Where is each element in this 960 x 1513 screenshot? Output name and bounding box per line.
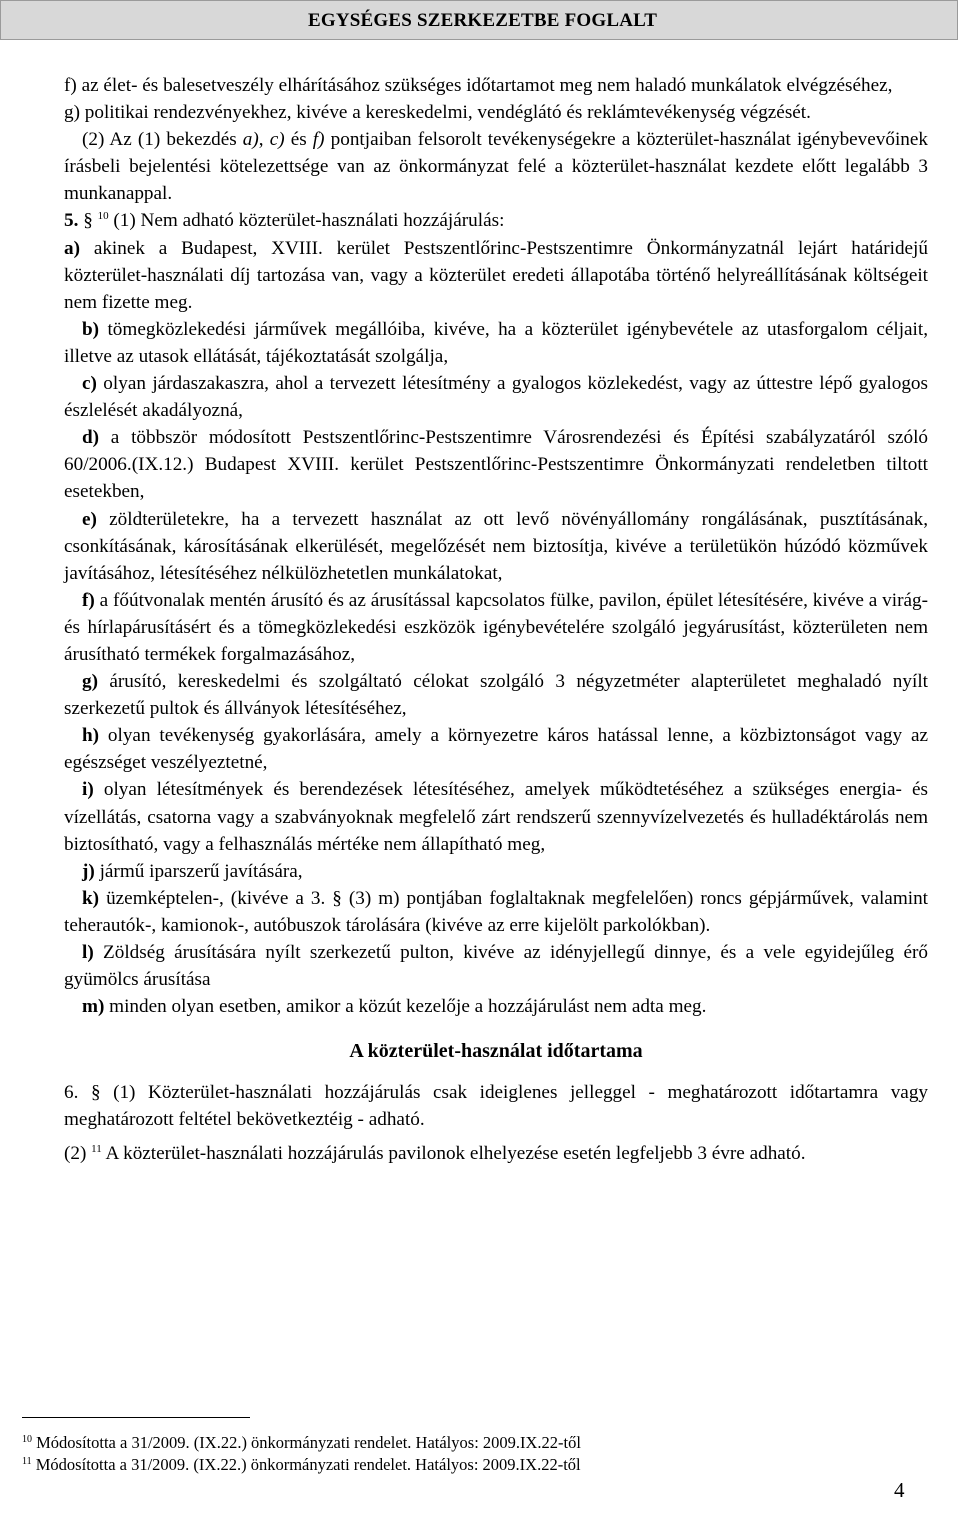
item-label: h) xyxy=(82,725,100,747)
item-label: k) xyxy=(82,887,100,909)
section-5-item xyxy=(64,993,928,1020)
item-text: árusító, kereskedelmi és szolgáltató célokat szolgáló 3 négyzetméter alapterületet meghaladó nyílt szerkezetű pultok és állványok létesítéséhez, xyxy=(64,671,928,720)
item-label: g) xyxy=(82,671,98,693)
item-label: i) xyxy=(82,779,94,801)
ref-c: c) xyxy=(269,129,285,151)
ref-a: a) xyxy=(242,129,259,151)
section-heading: A közterület-használat időtartama xyxy=(349,1040,643,1063)
section-5-item xyxy=(64,370,928,424)
footnote-divider xyxy=(22,1417,250,1418)
ref-sep: , xyxy=(258,129,270,151)
item-text: zöldterületekre, ha a tervezett használat az ott levő növényállomány rongálásának, pusztításának, csonkításának, károsításának elkerülését, megelőzését nem biztosítja, kivéve a területükön húzódó közművek javításához, létesítéséhez nélkülözhetetlen munkálatokat, xyxy=(64,508,928,584)
item-text: olyan járdaszakaszra, ahol a tervezett létesítmény a gyalogos közlekedést, vagy az úttestre lépő gyalogos észlelését akadályozná, xyxy=(64,373,928,422)
section-5-item xyxy=(64,316,928,370)
item-text: minden olyan esetben, amikor a közút kezelője a hozzájárulást nem adta meg. xyxy=(104,996,707,1018)
section-5-item xyxy=(64,939,928,993)
section-6-paragraph-1 xyxy=(64,1079,928,1133)
footnote xyxy=(22,1454,581,1476)
header-title: EGYSÉGES SZERKEZETBE FOGLALT xyxy=(308,10,658,31)
section-6-paragraph-2 xyxy=(64,1140,928,1167)
item-label: d) xyxy=(82,427,100,449)
section-5-item xyxy=(64,885,928,939)
section-6-p1-text: (1) Közterület-használati hozzájárulás csak ideiglenes jelleggel - meghatározott időtartamra vagy meghatározott feltétel bekövetkeztéig - adható. xyxy=(64,1082,929,1131)
footnote xyxy=(22,1432,581,1454)
section-5-item xyxy=(64,235,928,316)
item-label: j) xyxy=(82,860,95,882)
item-text: olyan tevékenység gyakorlására, amely a környezetre káros hatással lenne, a közbiztonságot vagy az egészséget veszélyeztetné, xyxy=(64,725,928,774)
section-sign: § xyxy=(83,210,93,232)
section-5-item xyxy=(64,668,928,722)
section-5-items xyxy=(64,235,928,1021)
section-6-number: 6. xyxy=(64,1082,79,1104)
item-label: a) xyxy=(64,237,80,259)
document-body xyxy=(64,72,928,1167)
item-text: jármű iparszerű javítására, xyxy=(94,860,303,882)
section-5-title-text: (1) Nem adható közterület-használati hozzájárulás: xyxy=(108,210,505,232)
ref-f: f) xyxy=(312,129,325,151)
section-5-item xyxy=(64,776,928,857)
section-5-item xyxy=(64,506,928,587)
document-header xyxy=(0,0,958,40)
footnote-number: 10 xyxy=(22,1434,32,1445)
item-g-top: g) politikai rendezvényekhez, kivéve a kereskedelmi, vendéglátó és reklámtevékenység végzését. xyxy=(64,102,811,124)
item-text: üzemképtelen-, (kivéve a 3. § (3) m) pontjában foglaltaknak megfelelően) roncs gépjárművek, valamint teherautók-, kamionok-, autóbuszok tárolására (kivéve az erre kijelölt parkolókban). xyxy=(64,887,928,936)
item-text: Zöldség árusítására nyílt szerkezetű pulton, kivéve az idényjellegű dinnye, és a vele egyidejűleg érő gyümölcs árusítása xyxy=(64,942,928,991)
paragraph-2-text: (2) Az (1) bekezdés xyxy=(82,129,243,151)
section-6-p2-text: A közterület-használati hozzájárulás pavilonok elhelyezése esetén legfeljebb 3 évre adható. xyxy=(101,1142,806,1164)
page-number: 4 xyxy=(894,1478,905,1502)
footnotes xyxy=(22,1432,581,1476)
section-5-item xyxy=(64,722,928,776)
section-sign-6: § xyxy=(90,1082,101,1104)
item-label: b) xyxy=(82,318,100,340)
footnote-ref-10: 10 xyxy=(97,210,109,223)
item-label: m) xyxy=(82,996,105,1018)
item-text: tömegközlekedési járművek megállóiba, kivéve, ha a közterület igénybevétele az utasforgalom céljait, illetve az utasok ellátását, tájékoztatását szolgálja, xyxy=(64,318,928,367)
footnote-ref-11: 11 xyxy=(91,1142,102,1155)
footnote-number: 11 xyxy=(22,1456,32,1467)
item-label: l) xyxy=(82,942,94,963)
item-text: olyan létesítmények és berendezések létesítéséhez, amelyek működtetéséhez a szükséges energia- és vízellátás, csatorna vagy a szabványoknak megfelelő zárt rendszerű szennyvízelvezetés és hulladéktárolás nem biztosítható, vagy a felhasználás mértéke nem állapítható meg, xyxy=(64,779,928,855)
item-label: e) xyxy=(82,508,97,530)
footnote-text: Módosította a 31/2009. (IX.22.) önkormányzati rendelet. Hatályos: 2009.IX.22-től xyxy=(31,1455,581,1474)
section-5-item xyxy=(64,858,928,885)
section-5-item xyxy=(64,587,928,668)
section-5-number: 5. xyxy=(64,210,79,232)
paragraph-2-conj: és xyxy=(284,129,313,151)
item-text: akinek a Budapest, XVIII. kerület Pestszentlőrinc-Pestszentimre Önkormányzatnál lejárt határidejű közterület-használati díj tartozása van, vagy a közterület eredeti állapotába történő helyreállításának költségeit nem fizette meg. xyxy=(64,237,928,313)
item-text: a főútvonalak mentén árusító és az árusítással kapcsolatos fülke, pavilon, épület létesítésére, kivéve a virág- és hírlapárusításért és a tömegközlekedési eszközök igénybevételére szolgáló jegyárusítást, közterületen nem árusítható termékek forgalmazásához, xyxy=(64,589,928,665)
footnote-text: Módosította a 31/2009. (IX.22.) önkormányzati rendelet. Hatályos: 2009.IX.22-től xyxy=(32,1433,581,1452)
item-label: c) xyxy=(82,373,97,395)
item-f-top: f) az élet- és balesetveszély elhárításához szükséges időtartamot meg nem haladó munkálatok elvégzéséhez, xyxy=(64,75,893,96)
paragraph-2-rest: pontjaiban felsorolt tevékenységekre a közterület-használat igénybevevőinek írásbeli bejelentési kötelezettsége van az önkormányzat felé a közterület-használat kezdete előtt legalább 3 munkanappal. xyxy=(64,129,929,205)
paragraph-2 xyxy=(64,126,928,207)
section-6-p2-prefix: (2) xyxy=(64,1142,92,1164)
section-5-item xyxy=(64,424,928,505)
section-5-title xyxy=(64,207,928,234)
item-label: f) xyxy=(82,589,95,611)
item-text: a többször módosított Pestszentlőrinc-Pestszentimre Városrendezési és Építési szabályzatáról szóló 60/2006.(IX.12.) Budapest XVIII. kerület Pestszentlőrinc-Pestszentimre Önkormányzati rendeletben tiltott esetekben, xyxy=(64,427,928,503)
